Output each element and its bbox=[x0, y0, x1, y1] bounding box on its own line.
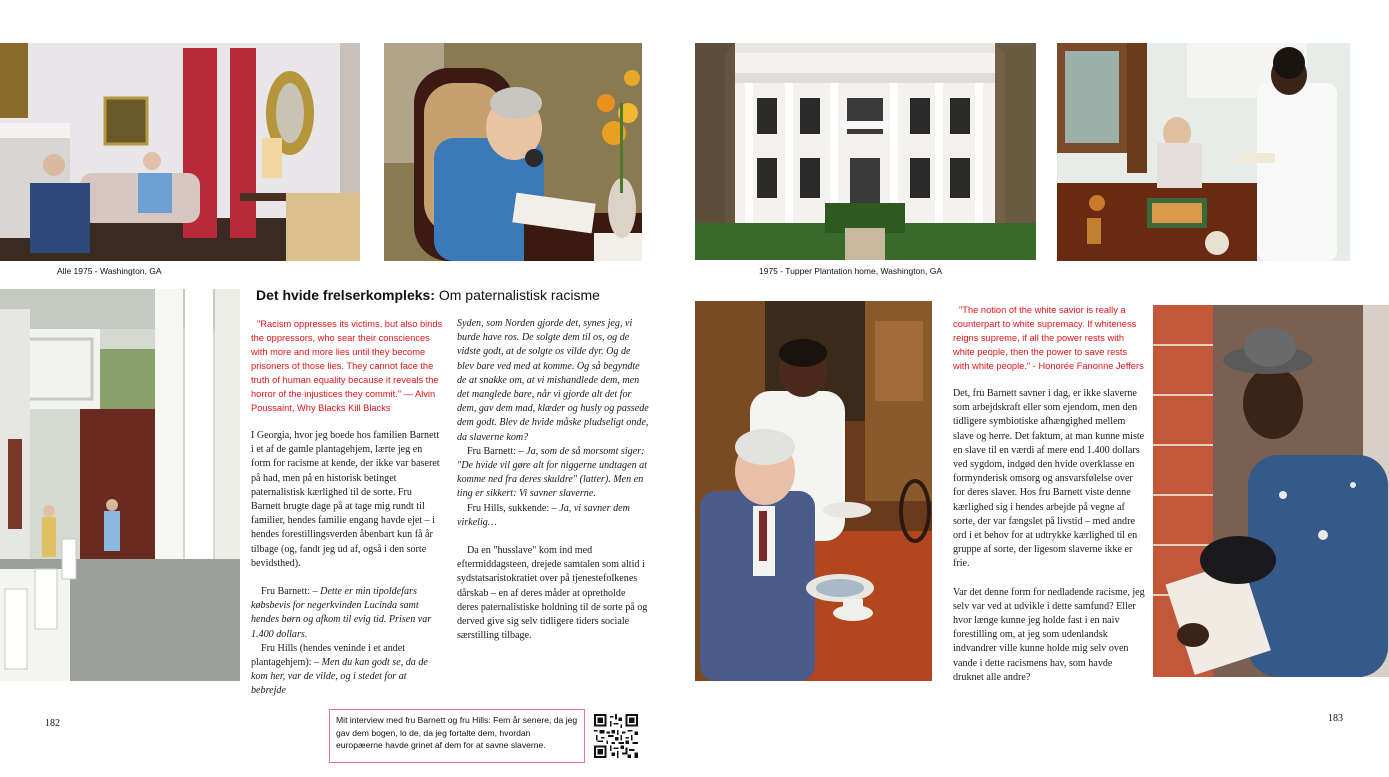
pull-quote-left: "Racism oppresses its victims, but also binds the oppressors, who sear their consciences with more and more lies until they become prisoners of those lies. They cannot face the truth of human equality because it reveals the horror of the injustices they commit." — Alvin Poussaint, Why Blacks Kill Blacks bbox=[251, 319, 443, 413]
article-title-bold: Det hvide frelserkompleks: bbox=[256, 287, 435, 303]
dialogue-text: Ja, vi savner dem virkelig… bbox=[457, 502, 630, 528]
article-title-rest: Om paternalistisk racisme bbox=[434, 287, 600, 303]
photo-woman-reading bbox=[384, 43, 642, 261]
photo-worker bbox=[1153, 305, 1389, 677]
photo-living-room bbox=[0, 43, 360, 261]
body-paragraph: Det, fru Barnett savner i dag, er ikke slaverne som arbejdskraft eller som ejendom, men den tidligere symbiotiske afhængighed mellem slave og herre. Det faktum, at man kunne miste en slave til en værdi af mere end 1.400 dollars ved sygdom, indgød den hvide overklasse en formynderisk omsorg og ansvarsfølelse over for deres slaver. Hos fru Barnett viste denne kærlighed sig i hendes arbejde på vegne af sorte, der var fængslet på livstid – med andre ord i et behov for at udtrykke kærlighed til en gruppe af sorte, der ligesom slaverne ikke er frie. bbox=[953, 388, 1145, 570]
dialogue-speaker: Fru Barnett: – bbox=[467, 445, 527, 457]
dialogue-text: Men du kan godt se, da de kom her, var de vilde, og i stedet for at bebrejde bbox=[251, 657, 428, 697]
text-column-2 bbox=[457, 317, 649, 657]
page-number-right: 183 bbox=[1328, 713, 1343, 724]
dialogue-speaker: Fru Hills, sukkende: – bbox=[467, 502, 560, 514]
dialogue-paragraph bbox=[457, 445, 649, 502]
dialogue-paragraph bbox=[251, 585, 443, 642]
body-paragraph: I Georgia, hvor jeg boede hos familien Barnett i et af de gamle plantagehjem, lærte jeg en form for racisme at kende, der ikke var baseret på had, men på en historisk betinget paternalistisk kærlighed til de sorte. Fru Barnett brugte dage på at tage mig rundt til familier, hendes familie engang havde ejet – i hendes forestillingsverden åbenbart kun få år tilbage (og, fandt jeg ud af, også i den sorte bevidsthed). bbox=[251, 430, 440, 569]
caption-right: 1975 - Tupper Plantation home, Washington, GA bbox=[759, 266, 943, 276]
text-column-1 bbox=[251, 317, 443, 699]
dialogue-continued: Syden, som Norden gjorde det, synes jeg, vi burde have ros. De solgte dem til os, og de vidste godt, at de solgte os vilde dyr. Og de blev bare ved med at komme. Og så begyndte de at snakke om, at vi mishandlede dem, men det manglede bare, når vi gjorde alt det for dem, gav dem mad, klæder og husly og passede dem godt. Blev de hvide måske pludseligt onde, da slaverne kom? bbox=[457, 318, 649, 443]
dialogue-speaker: Fru Barnett: – bbox=[261, 586, 321, 598]
pull-quote-right: "The notion of the white savior is really a counterpart to white supremacy. If whiteness reigns supreme, if all the power rests with white people, then the power to save rests with white people." - Honorée Fanonne Jeffers bbox=[953, 305, 1144, 371]
article-title bbox=[256, 287, 600, 303]
dialogue-text: Ja, som de så morsomt siger: "De hvide vil gøre alt for niggerne undtagen at komme ned fra deres skuldre" (latter). Men en ting er sikkert: Vi savner slaverne. bbox=[457, 445, 648, 500]
body-paragraph: Da en "husslave" kom ind med eftermiddagsteen, drejede samtalen som altid i sydstatsaristokratiet over på tjenestefolkenes dårskab – en af deres måder at opretholde deres paternalistiske holdning til de sorte på og derved give sig selv tidligere tiders sociale særstilling tilbage. bbox=[457, 545, 648, 642]
qr-code[interactable] bbox=[594, 714, 638, 758]
body-paragraph: Var det denne form for nedladende racisme, jeg selv var ved at udvikle i dette samfund? Eller hvor længe kunne jeg holde fast i en naiv forestilling om, at jeg som udenlandsk indvandrer ville kunne holde mig selv oven vande i dette racismens hav, som havde druknet alle andre? bbox=[953, 586, 1145, 683]
dialogue-text: Dette er min tipoldefars købsbevis for negerkvinden Lucinda samt hendes børn og afkom til evig tid. Prisen var 1.400 dollars. bbox=[251, 586, 432, 640]
dialogue-paragraph bbox=[251, 642, 443, 699]
photo-dining-scene bbox=[695, 301, 932, 681]
footnote-box: Mit interview med fru Barnett og fru Hills: Fem år senere, da jeg gav dem bogen, lo de, da jeg fortalte dem, hvordan europæerne havde grinet af dem for at savne slaverne. bbox=[329, 709, 585, 763]
photo-kitchen-serving bbox=[1057, 43, 1350, 261]
page-number-left: 182 bbox=[45, 718, 60, 729]
dialogue-speaker: Fru Hills (hendes veninde i et andet plantagehjem): – bbox=[251, 642, 406, 669]
caption-left: Alle 1975 - Washington, GA bbox=[57, 266, 162, 276]
photo-plantation-house bbox=[695, 43, 1036, 260]
photo-porch-columns bbox=[0, 289, 240, 681]
text-column-3 bbox=[953, 303, 1145, 699]
dialogue-paragraph bbox=[457, 502, 649, 530]
